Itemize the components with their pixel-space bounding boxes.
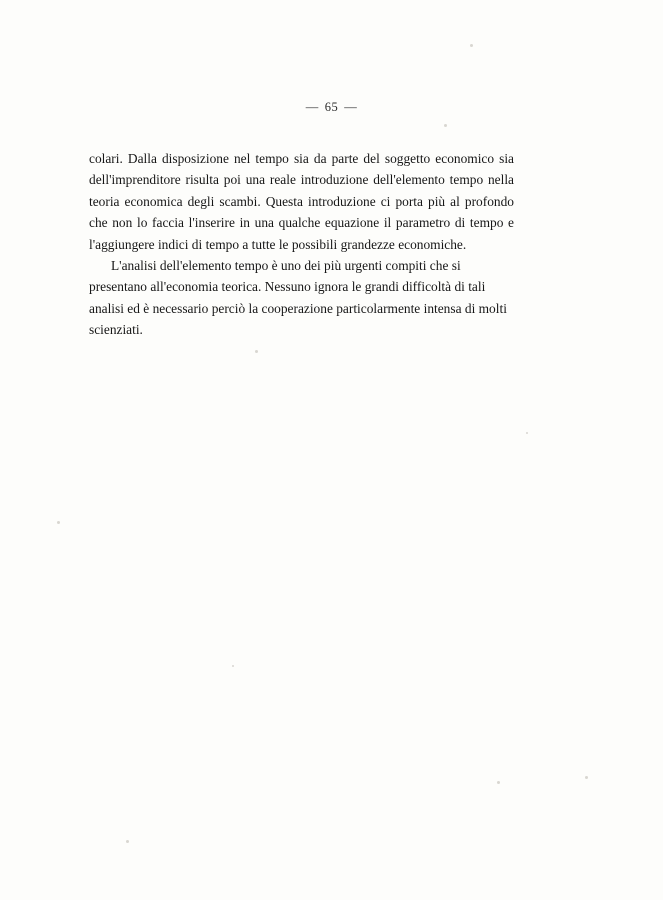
scan-speck-icon xyxy=(126,840,129,843)
scan-speck-icon xyxy=(444,124,447,127)
scan-speck-icon xyxy=(585,776,588,779)
paragraph: L'analisi dell'elemento tempo è uno dei più urgenti compiti che si presentano all'economia teorica. Nessuno ignora le grandi difficoltà di tali analisi ed è necessario perciò la cooperazione particolarmente intensa di molti scienziati. xyxy=(89,258,507,338)
scan-speck-icon xyxy=(526,432,528,434)
paragraph: colari. Dalla disposizione nel tempo sia da parte del soggetto economico sia dell'imprenditore risulta poi una reale introduzione dell'elemento tempo nella teoria economica degli scambi. Questa introduzione ci porta più al profondo che non lo faccia l'inserire in una qualche equazione il parametro di tempo e l'aggiungere indici di tempo a tutte le possibili grandezze economiche. xyxy=(89,151,514,252)
folio-dash-left: — xyxy=(305,100,319,114)
scan-speck-icon xyxy=(497,781,500,784)
scan-speck-icon xyxy=(232,665,234,667)
scan-speck-icon xyxy=(255,350,258,353)
body-text-block xyxy=(89,148,514,341)
page-number: 65 xyxy=(324,100,339,114)
folio-dash-right: — xyxy=(344,100,358,114)
page-folio xyxy=(0,100,663,115)
scan-speck-icon xyxy=(57,521,60,524)
scan-speck-icon xyxy=(470,44,473,47)
